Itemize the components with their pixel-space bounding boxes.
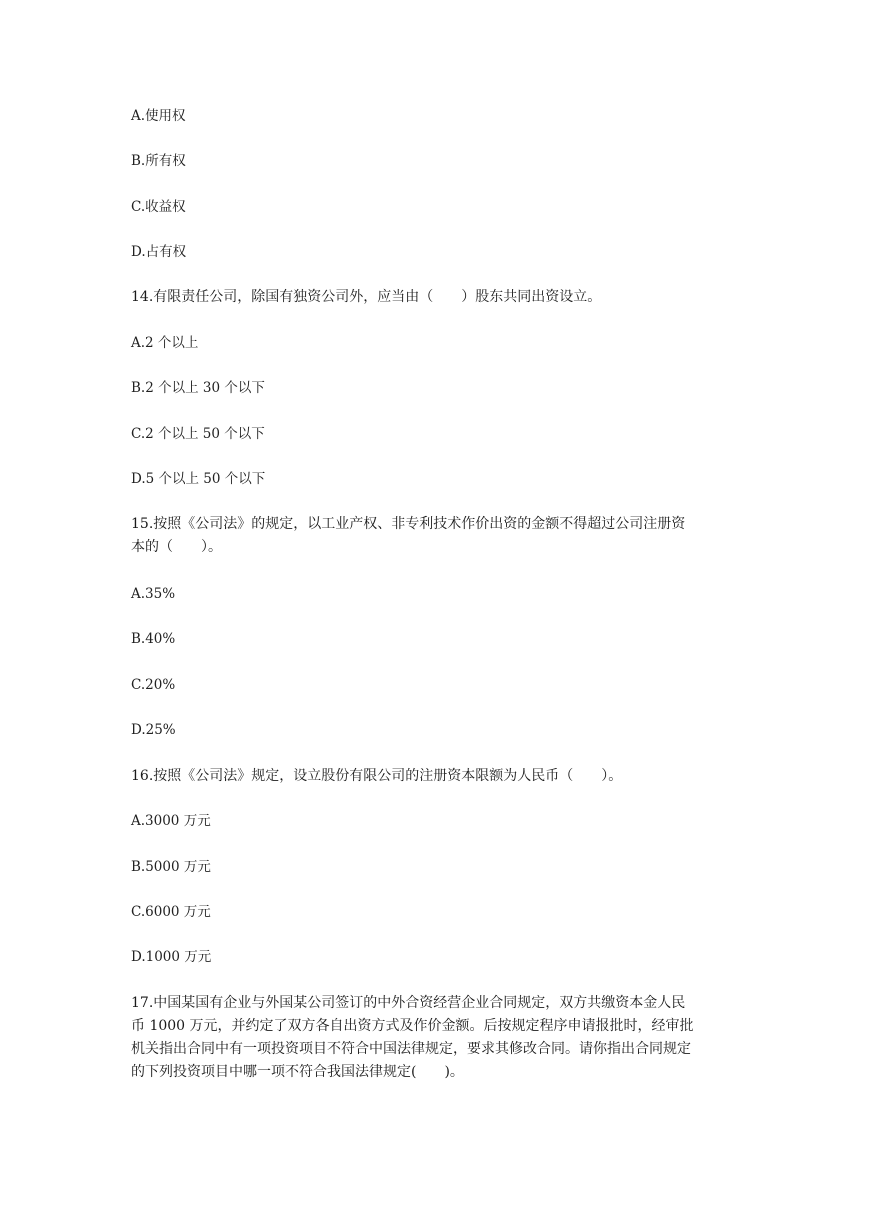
q15-option-c: C.20% bbox=[131, 677, 176, 693]
q14-stem: 14.有限责任公司，除国有独资公司外，应当由（ ）股东共同出资设立。 bbox=[131, 289, 602, 305]
q17-stem-line-1: 17.中国某国有企业与外国某公司签订的中外合资经营企业合同规定，双方共缴资本金人民 bbox=[131, 995, 686, 1011]
q16-option-b: B.5000 万元 bbox=[131, 859, 211, 875]
q15-stem-line-1: 15.按照《公司法》的规定，以工业产权、非专利技术作价出资的金额不得超过公司注册资 bbox=[131, 516, 686, 532]
q15-option-b: B.40% bbox=[131, 631, 176, 647]
q17-stem-line-3: 机关指出合同中有一项投资项目不符合中国法律规定，要求其修改合同。请你指出合同规定 bbox=[131, 1041, 691, 1057]
q15-option-d: D.25% bbox=[131, 722, 176, 738]
q13-option-b: B.所有权 bbox=[131, 153, 186, 169]
q13-option-a: A.使用权 bbox=[131, 108, 186, 124]
q14-option-a: A.2 个以上 bbox=[131, 335, 199, 351]
q16-option-d: D.1000 万元 bbox=[131, 949, 212, 965]
q14-option-b: B.2 个以上 30 个以下 bbox=[131, 380, 265, 396]
q16-stem: 16.按照《公司法》规定，设立股份有限公司的注册资本限额为人民币（ ）。 bbox=[131, 768, 623, 784]
q14-option-c: C.2 个以上 50 个以下 bbox=[131, 426, 265, 442]
q15-option-a: A.35% bbox=[131, 586, 176, 602]
q13-option-c: C.收益权 bbox=[131, 199, 186, 215]
q16-option-c: C.6000 万元 bbox=[131, 904, 211, 920]
q13-option-d: D.占有权 bbox=[131, 244, 187, 260]
q17-stem-line-4: 的下列投资项目中哪一项不符合我国法律规定( )。 bbox=[131, 1064, 464, 1080]
q17-stem-line-2: 币 1000 万元，并约定了双方各自出资方式及作价金额。后按规定程序申请报批时，经审批 bbox=[131, 1018, 694, 1034]
q14-option-d: D.5 个以上 50 个以下 bbox=[131, 471, 266, 487]
q15-stem-line-2: 本的（ ）。 bbox=[131, 539, 222, 555]
q16-option-a: A.3000 万元 bbox=[131, 813, 211, 829]
